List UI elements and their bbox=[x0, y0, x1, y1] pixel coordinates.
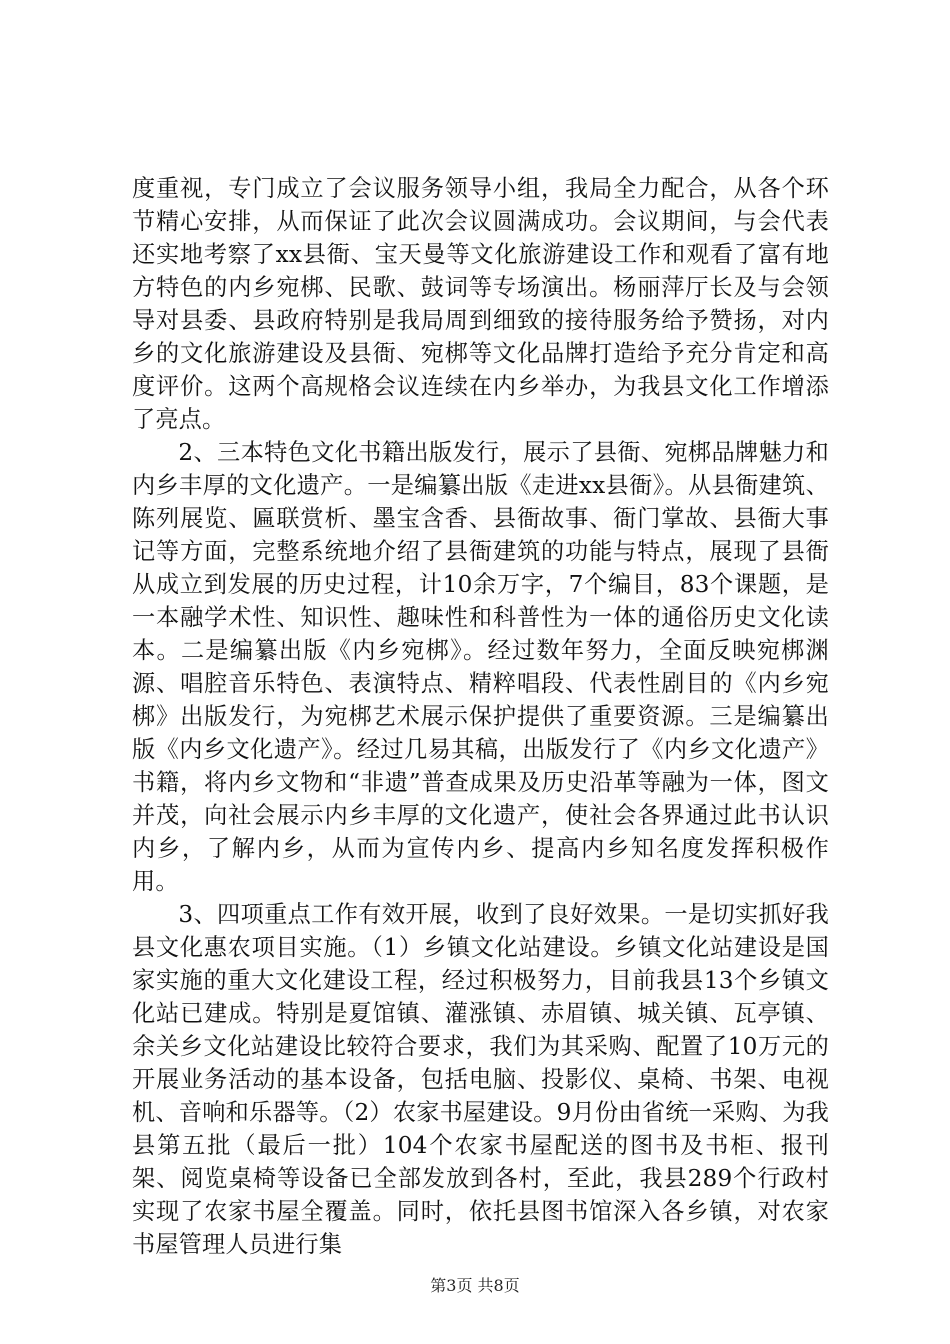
document-body bbox=[132, 172, 829, 1261]
paragraph-item-2: 2、三本特色文化书籍出版发行，展示了县衙、宛梆品牌魅力和内乡丰厚的文化遗产。一是编纂出版《走进xx县衙》。从县衙建筑、陈列展览、匾联赏析、墨宝含香、县衙故事、衙门掌故、县衙大事记等方面，完整系统地介绍了县衙建筑的功能与特点，展现了县衙从成立到发展的历史过程，计10余万字，7个编目，83个课题，是一本融学术性、知识性、趣味性和科普性为一体的通俗历史文化读本。二是编纂出版《内乡宛梆》。经过数年努力，全面反映宛梆渊源、唱腔音乐特色、表演特点、精粹唱段、代表性剧目的《内乡宛梆》出版发行，为宛梆艺术展示保护提供了重要资源。三是编纂出版《内乡文化遗产》。经过几易其稿，出版发行了《内乡文化遗产》书籍，将内乡文物和“非遗”普查成果及历史沿革等融为一体，图文并茂，向社会展示内乡丰厚的文化遗产，使社会各界通过此书认识内乡，了解内乡，从而为宣传内乡、提高内乡知名度发挥积极作用。 bbox=[132, 439, 829, 895]
paragraph-item-3: 3、四项重点工作有效开展，收到了良好效果。一是切实抓好我县文化惠农项目实施。（1）乡镇文化站建设。乡镇文化站建设是国家实施的重大文化建设工程，经过积极努力，目前我县13个乡镇文化站已建成。特别是夏馆镇、灌涨镇、赤眉镇、城关镇、瓦亭镇、余关乡文化站建设比较符合要求，我们为其采购、配置了10万元的开展业务活动的基本设备，包括电脑、投影仪、桌椅、书架、电视机、音响和乐器等。（2）农家书屋建设。9月份由省统一采购、为我县第五批（最后一批）104个农家书屋配送的图书及书柜、报刊架、阅览桌椅等设备已全部发放到各村，至此，我县289个行政村实现了农家书屋全覆盖。同时，依托县图书馆深入各乡镇，对农家书屋管理人员进行集 bbox=[132, 901, 829, 1258]
paragraph-continued: 度重视，专门成立了会议服务领导小组，我局全力配合，从各个环节精心安排，从而保证了此次会议圆满成功。会议期间，与会代表还实地考察了xx县衙、宝天曼等文化旅游建设工作和观看了富有地方特色的内乡宛梆、民歌、鼓词等专场演出。杨丽萍厅长及与会领导对县委、县政府特别是我局周到细致的接待服务给予赞扬，对内乡的文化旅游建设及县衙、宛梆等文化品牌打造给予充分肯定和高度评价。这两个高规格会议连续在内乡举办，为我县文化工作增添了亮点。 bbox=[132, 175, 829, 433]
page-footer: 第3页 共8页 bbox=[430, 1276, 520, 1295]
